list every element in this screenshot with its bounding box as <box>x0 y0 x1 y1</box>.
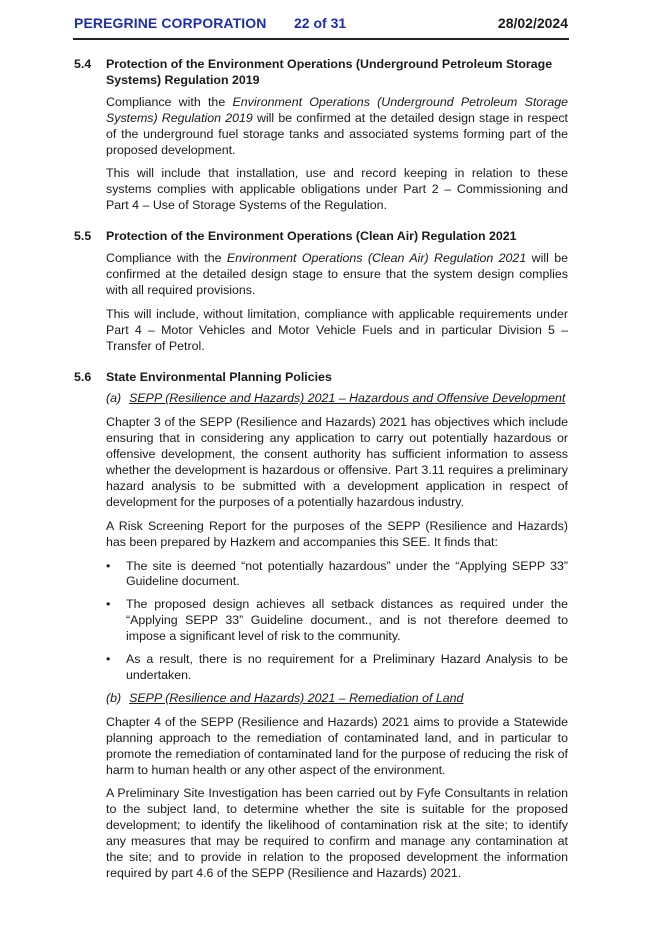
page-header <box>74 14 568 34</box>
section-title: Protection of the Environment Operations (Underground Petroleum Storage Systems) Regulation 2019 <box>106 57 553 87</box>
document-body <box>74 57 568 890</box>
bullet-icon: • <box>106 558 111 573</box>
subsection-title: SEPP (Resilience and Hazards) 2021 – Hazardous and Offensive Development <box>129 391 566 406</box>
paragraph <box>106 251 568 299</box>
subsection-label: (a) <box>106 391 122 406</box>
bullet-icon: • <box>106 652 111 667</box>
section-title: Protection of the Environment Operations (Clean Air) Regulation 2021 <box>106 229 517 244</box>
section-number: 5.4 <box>74 57 92 71</box>
paragraph: Chapter 4 of the SEPP (Resilience and Hazards) 2021 aims to provide a Statewide planning approach to the remediation of contaminated land, and in particular to promote the remediation of contaminated land for the purpose of reducing the risk of harm to human health or any other aspect of the environment. <box>106 714 568 777</box>
paragraph-text: Compliance with the <box>106 94 233 109</box>
section-title: State Environmental Planning Policies <box>106 369 332 384</box>
regulation-name: Environment Operations (Underground Petroleum Storage Systems) Regulation 2019 <box>106 94 568 125</box>
page-number: 22 of 31 <box>294 15 347 31</box>
list-item-text: The site is deemed “not potentially hazardous” under the “Applying SEPP 33” Guideline document. <box>126 558 568 589</box>
regulation-name: Environment Operations (Clean Air) Regulation 2021 <box>226 251 527 266</box>
paragraph-text: will be confirmed at the detailed design stage to ensure that the system design complies with all required provisions. <box>106 251 569 297</box>
section-number: 5.6 <box>74 369 92 384</box>
paragraph <box>106 95 568 159</box>
bullet-icon: • <box>106 597 111 612</box>
paragraph-text: Compliance with the <box>106 251 227 266</box>
list-item <box>106 652 568 684</box>
paragraph: A Risk Screening Report for the purposes of the SEPP (Resilience and Hazards) has been prepared by Hazkem and accompanies this SEE. It finds that: <box>106 518 568 549</box>
paragraph: Chapter 3 of the SEPP (Resilience and Hazards) 2021 has objectives which include ensuring that in considering any application to carry out potentially hazardous or offensive development, the consent authority has sufficient information to assess whether the development is hazardous or offensive. Part 3.11 requires a preliminary hazard analysis to be submitted with a development application in respect of development for the purposes of a potentially hazardous industry. <box>106 415 568 509</box>
subsection-heading-a <box>106 391 568 407</box>
company-name: PEREGRINE CORPORATION <box>74 15 267 31</box>
list-item-text: As a result, there is no requirement for a Preliminary Hazard Analysis to be undertaken. <box>126 652 568 682</box>
section-heading-5-4 <box>74 57 568 89</box>
paragraph-text: will be confirmed at the detailed design stage in respect of the underground fuel storage tanks and associated systems forming part of the proposed development. <box>106 110 568 157</box>
paragraph: This will include, without limitation, compliance with applicable requirements under Part 4 – Motor Vehicles and Motor Vehicle Fuels and in particular Division 5 – Transfer of Petrol. <box>106 306 568 353</box>
subsection-title: SEPP (Resilience and Hazards) 2021 – Remediation of Land <box>129 690 464 705</box>
paragraph: This will include that installation, use and record keeping in relation to these systems complies with applicable obligations under Part 2 – Commissioning and Part 4 – Use of Storage Systems of the Regulation. <box>106 166 568 213</box>
list-item <box>106 559 568 591</box>
list-item <box>106 597 568 645</box>
paragraph: A Preliminary Site Investigation has been carried out by Fyfe Consultants in relation to the subject land, to determine whether the site is suitable for the proposed development; to identify the likelihood of contamination risk at the site; to identify any measures that may be required to confirm and manage any contamination at the site; and to provide in relation to the proposed development the information required by part 4.6 of the SEPP (Resilience and Hazards) 2021. <box>106 786 568 880</box>
section-number: 5.5 <box>74 229 92 244</box>
list-item-text: The proposed design achieves all setback distances as required under the “Applying SEPP 33” Guideline document., and is not therefore deemed to impose a significant level of risk to the community. <box>126 597 568 644</box>
subsection-heading-b <box>106 691 568 707</box>
section-heading-5-6 <box>74 370 568 386</box>
subsection-label: (b) <box>106 690 122 705</box>
document-date: 28/02/2024 <box>497 15 568 31</box>
findings-list <box>106 559 568 684</box>
section-heading-5-5 <box>74 229 568 245</box>
header-divider <box>73 38 569 40</box>
